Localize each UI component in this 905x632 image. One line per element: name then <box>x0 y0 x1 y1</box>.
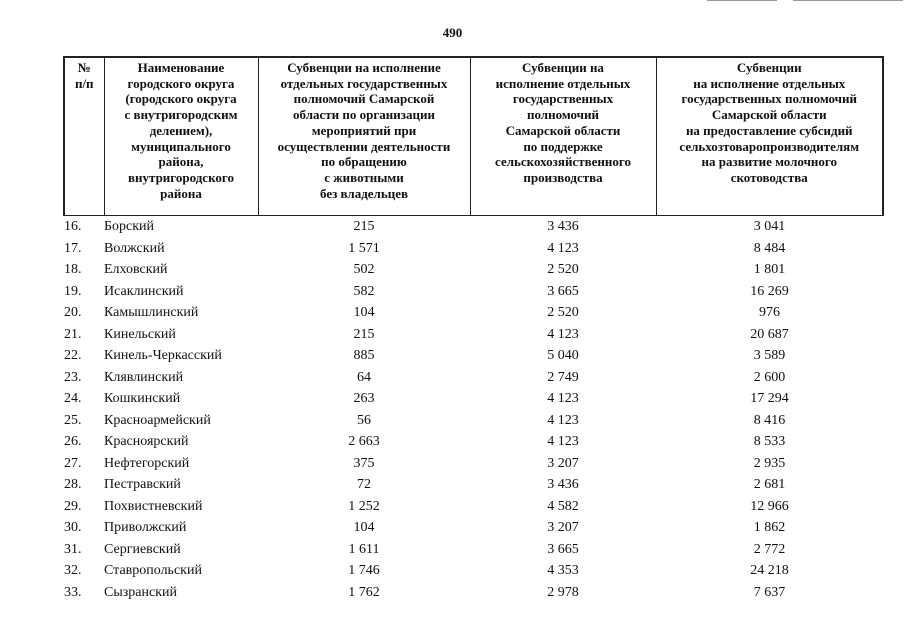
agriculture-subvention-value: 3 665 <box>547 283 579 299</box>
agriculture-subvention-value: 2 978 <box>547 584 579 600</box>
table-row <box>64 238 883 260</box>
table-row <box>64 431 883 453</box>
table-row <box>64 517 883 539</box>
row-number: 18. <box>64 262 82 277</box>
animals-subvention-value: 502 <box>353 262 375 277</box>
agriculture-subvention-value: 4 123 <box>547 412 579 428</box>
table-row <box>64 474 883 496</box>
table-row <box>64 539 883 561</box>
dairy-subvention-value: 24 218 <box>750 563 789 578</box>
row-number: 27. <box>64 455 82 471</box>
dairy-subvention-value: 1 801 <box>753 262 786 277</box>
municipality-name: Кошкинский <box>104 391 181 406</box>
row-number: 33. <box>64 584 82 600</box>
table-row <box>64 281 883 303</box>
dairy-subvention-value: 8 533 <box>753 434 786 449</box>
row-number: 32. <box>64 563 82 578</box>
table-row <box>64 324 883 346</box>
municipality-name: Красноярский <box>104 434 189 449</box>
municipality-name: Похвистневский <box>104 498 203 514</box>
row-number: 25. <box>64 412 82 428</box>
animals-subvention-value: 1 611 <box>348 541 380 557</box>
municipality-name: Сергиевский <box>104 541 181 557</box>
animals-subvention-value: 1 252 <box>348 498 380 514</box>
scan-edge-marks <box>665 0 905 4</box>
agriculture-subvention-value: 4 123 <box>547 326 579 342</box>
agriculture-subvention-value: 3 436 <box>547 219 579 234</box>
table-row <box>64 560 883 582</box>
animals-subvention-value: 56 <box>357 412 371 428</box>
municipality-name: Красноармейский <box>104 412 211 428</box>
municipality-name: Камышлинский <box>104 305 199 320</box>
municipality-name: Исаклинский <box>104 283 184 299</box>
dairy-subvention-value: 8 484 <box>753 240 786 256</box>
municipality-name: Сызранский <box>104 584 177 600</box>
municipality-name: Елховский <box>104 262 168 277</box>
table-header-row <box>64 57 883 216</box>
header-municipality: Наименование городского округа (городского округа с внутригородским делением), муниципального района, внутригородского района <box>104 57 258 216</box>
agriculture-subvention-value: 5 040 <box>547 348 579 363</box>
dairy-subvention-value: 3 041 <box>753 219 786 234</box>
row-number: 26. <box>64 434 82 449</box>
table-body <box>64 216 883 604</box>
agriculture-subvention-value: 3 436 <box>547 477 579 492</box>
dairy-subvention-value: 2 935 <box>753 455 786 471</box>
animals-subvention-value: 215 <box>353 326 375 342</box>
agriculture-subvention-value: 4 582 <box>547 498 579 514</box>
dairy-subvention-value: 8 416 <box>753 412 786 428</box>
row-number: 24. <box>64 391 82 406</box>
animals-subvention-value: 215 <box>353 219 375 234</box>
table-row <box>64 410 883 432</box>
animals-subvention-value: 104 <box>353 305 375 320</box>
animals-subvention-value: 1 762 <box>348 584 380 600</box>
row-number: 22. <box>64 348 82 363</box>
municipality-name: Приволжский <box>104 520 187 535</box>
table-row <box>64 582 883 604</box>
agriculture-subvention-value: 2 520 <box>547 262 579 277</box>
header-number: № п/п <box>64 57 104 216</box>
dairy-subvention-value: 976 <box>759 305 780 320</box>
dairy-subvention-value: 2 600 <box>753 369 786 385</box>
agriculture-subvention-value: 4 123 <box>547 391 579 406</box>
municipality-name: Ставропольский <box>104 563 202 578</box>
dairy-subvention-value: 12 966 <box>750 498 789 514</box>
row-number: 20. <box>64 305 82 320</box>
agriculture-subvention-value: 4 123 <box>547 434 579 449</box>
row-number: 16. <box>64 219 82 234</box>
header-animals-subvention: Субвенции на исполнение отдельных государственных полномочий Самарской области по организации мероприятий при осуществлении деятельности по обращению с животными без владельцев <box>258 57 470 216</box>
animals-subvention-value: 72 <box>357 477 371 492</box>
municipality-name: Нефтегорский <box>104 455 190 471</box>
dairy-subvention-value: 2 681 <box>753 477 786 492</box>
municipality-name: Пестравский <box>104 477 181 492</box>
municipality-name: Кинель-Черкасский <box>104 348 222 363</box>
table-row <box>64 496 883 518</box>
animals-subvention-value: 2 663 <box>348 434 380 449</box>
municipality-name: Волжский <box>104 240 165 256</box>
page-number: 490 <box>442 25 463 40</box>
row-number: 28. <box>64 477 82 492</box>
table-row <box>64 453 883 475</box>
row-number: 23. <box>64 369 82 385</box>
row-number: 21. <box>64 326 82 342</box>
table-row <box>64 216 883 238</box>
animals-subvention-value: 582 <box>353 283 375 299</box>
dairy-subvention-value: 17 294 <box>750 391 789 406</box>
agriculture-subvention-value: 3 665 <box>547 541 579 557</box>
municipality-name: Борский <box>104 219 155 234</box>
table-row <box>64 388 883 410</box>
row-number: 29. <box>64 498 82 514</box>
agriculture-subvention-value: 2 749 <box>547 369 579 385</box>
dairy-subvention-value: 20 687 <box>750 326 789 342</box>
animals-subvention-value: 104 <box>353 520 375 535</box>
agriculture-subvention-value: 4 123 <box>547 240 579 256</box>
municipality-name: Кинельский <box>104 326 176 342</box>
agriculture-subvention-value: 2 520 <box>547 305 579 320</box>
table-row <box>64 302 883 324</box>
dairy-subvention-value: 16 269 <box>750 283 789 299</box>
table-row <box>64 345 883 367</box>
animals-subvention-value: 1 746 <box>348 563 380 578</box>
animals-subvention-value: 375 <box>353 455 375 471</box>
animals-subvention-value: 263 <box>353 391 375 406</box>
agriculture-subvention-value: 3 207 <box>547 455 579 471</box>
header-dairy-subvention: Субвенции на исполнение отдельных государственных полномочий Самарской области на предоставление субсидий сельхозтоваропроизводителям на развитие молочного скотоводства <box>656 57 883 216</box>
row-number: 31. <box>64 541 82 557</box>
dairy-subvention-value: 3 589 <box>753 348 786 363</box>
animals-subvention-value: 1 571 <box>348 240 380 256</box>
row-number: 17. <box>64 240 82 256</box>
animals-subvention-value: 64 <box>357 369 371 385</box>
dairy-subvention-value: 1 862 <box>753 520 786 535</box>
table-row <box>64 259 883 281</box>
dairy-subvention-value: 7 637 <box>753 584 786 600</box>
municipality-name: Клявлинский <box>104 369 184 385</box>
agriculture-subvention-value: 3 207 <box>547 520 579 535</box>
dairy-subvention-value: 2 772 <box>753 541 786 557</box>
animals-subvention-value: 885 <box>353 348 375 363</box>
agriculture-subvention-value: 4 353 <box>547 563 579 578</box>
table-row <box>64 367 883 389</box>
row-number: 30. <box>64 520 82 535</box>
row-number: 19. <box>64 283 82 299</box>
subventions-table <box>63 56 884 603</box>
header-agriculture-subvention: Субвенции на исполнение отдельных государственных полномочий Самарской области по поддержке сельскохозяйственного производства <box>470 57 656 216</box>
